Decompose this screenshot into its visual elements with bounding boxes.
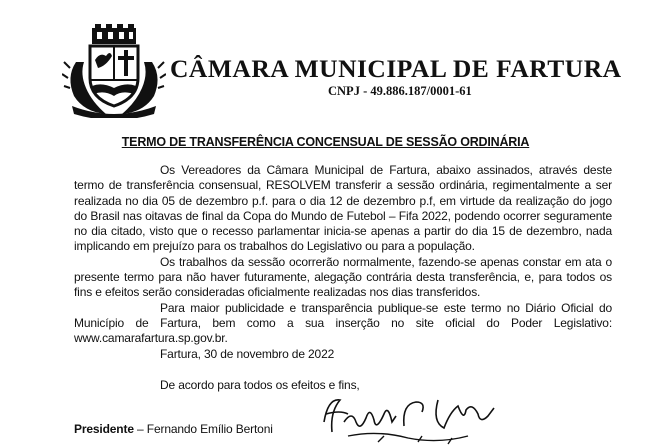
coat-of-arms-logo [62,22,166,118]
signatory-line [74,422,273,436]
place-date: Fartura, 30 de novembro de 2022 [160,347,335,361]
document-title-wrapper [0,133,651,151]
signatory-separator: – [133,422,147,436]
signatory-name: Fernando Emílio Bertoni [146,422,273,436]
document-body [74,163,612,347]
cnpj-number: CNPJ - 49.886.187/0001-61 [328,84,472,98]
document-title: TERMO DE TRANSFERÊNCIA CONCENSUAL DE SESSÃO ORDINÁRIA [121,135,530,149]
paragraph-session-works: Os trabalhos da sessão ocorrerão normalmente, fazendo-se apenas constar em ata o presente termo para não haver futuramente, alegação contrária desta transferência, e, para todos os fins e efeitos serão consideradas oficialmente realizadas nos dias transferidos. [74,254,612,300]
institution-name: CÂMARA MUNICIPAL DE FARTURA [170,54,622,83]
paragraph-resolution: Os Vereadores da Câmara Municipal de Fartura, abaixo assinados, através deste termo de transferência consensual, RESOLVEM transferir a sessão ordinária, regimentalmente a ser realizada no dia 05 de dezembro p.f. para o dia 12 de dezembro p.f, em virtude da realização do jogo do Brasil nas oitavas de final da Copa do Mundo de Futebol – Fifa 2022, podendo ocorrer seguramente no dia citado, visto que o recesso parlamentar inicia-se apenas a partir do dia 15 de dezembro, nada implicando em prejuízo para os trabalhos do Legislativo ou para a população. [74,163,612,254]
paragraph-publicity: Para maior publicidade e transparência publique-se este termo no Diário Oficial do Município de Fartura, bem como a sua inserção no site oficial do Poder Legislativo: www.camarafartura.sp.gov.br. [74,300,612,346]
handwritten-signature [318,392,518,447]
agreement-line: De acordo para todos os efeitos e fins, [160,378,360,392]
signatory-role: Presidente [74,422,134,436]
